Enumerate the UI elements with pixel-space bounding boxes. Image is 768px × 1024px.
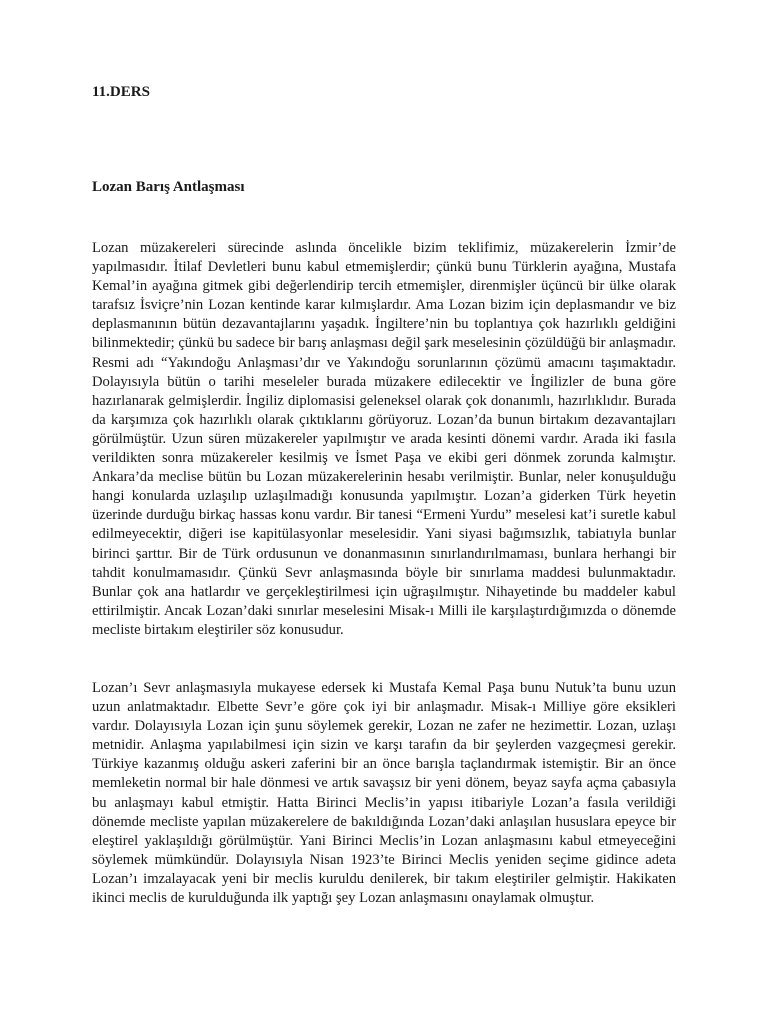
lesson-heading: 11.DERS bbox=[92, 84, 150, 100]
paragraph-2: Lozan’ı Sevr anlaşmasıyla mukayese edersek ki Mustafa Kemal Paşa bunu Nutuk’ta bunu uzun uzun anlatmaktadır. Elbette Sevr’e göre çok iyi bir anlaşmadır. Misak-ı Milliye göre eksikleri vardır. Dolayısıyla Lozan için şunu söylemek gerekir, Lozan ne zafer ne hezimettir. Lozan, uzlaşı metnidir. Anlaşma yapılabilmesi için sizin ve karşı tarafın da bir şeylerden vazgeçmesi gerekir. Türkiye kazanmış olduğu askeri zaferini bir an önce barışla taçlandırmak istemiştir. Bir an önce memleketin normal bir hale dönmesi ve artık savaşsız bir yeni dönem, beyaz sayfa açma çabasıyla bu anlaşmayı kabul etmiştir. Hatta Birinci Meclis’in yapısı itibariyle Lozan’a fasıla verildiği dönemde mecliste yapılan müzakerelere de bakıldığında Lozan’daki anlaşılan hususlara epeyce bir eleştirel yaklaşıldığı görülmüştür. Yani Birinci Meclis’in Lozan anlaşmasını kabul etmeyeceğini söylemek mümkündür. Dolayısıyla Nisan 1923’te Birinci Meclis yeniden seçime gidince adeta Lozan’ı imzalayacak yeni bir meclis kuruldu denilerek, bir takım eleştiriler gelmiştir. Hakikaten ikinci meclis de kurulduğunda ilk yaptığı şey Lozan anlaşmasını onaylamak olmuştur. bbox=[92, 680, 676, 907]
document-title: Lozan Barış Antlaşması bbox=[92, 179, 245, 195]
paragraph-1: Lozan müzakereleri sürecinde aslında öncelikle bizim teklifimiz, müzakerelerin İzmir’de yapılmasıdır. İtilaf Devletleri bunu kabul etmemişlerdir; çünkü bunu Türklerin ayağına, Mustafa Kemal’in ayağına gitmek gibi değerlendirip tercih etmemişler, direnmişler üçüncü bir ülke olarak tarafsız İsviçre’nin Lozan kentinde karar kılmışlardır. Ama Lozan bizim için deplasmandır ve biz deplasmanının bütün dezavantajlarını yaşadık. İngiltere’nin bu toplantıya çok hazırlıklı geldiğini bilinmektedir; çünkü bu sadece bir barış anlaşması değil şark meselesinin çözüldüğü bir anlaşmadır. Resmi adı “Yakındoğu Anlaşması’dır ve Yakındoğu sorunlarının çözümü amacını taşımaktadır. Dolayısıyla bütün o tarihi meseleler burada müzakere edilecektir ve İngilizler de buna göre hazırlanarak gelmişlerdir. İngiliz diplomasisi geleneksel olarak çok donanımlı, hazırlıklıdır. Burada da karşımıza çok hazırlıklı olarak çıktıklarını görüyoruz. Lozan’da bunun birtakım dezavantajları görülmüştür. Uzun süren müzakereler yapılmıştır ve arada kesinti dönemi vardır. Arada iki fasıla verildikten sonra müzakereler kesilmiş ve İsmet Paşa ve ekibi geri dönmek zorunda kalmıştır. Ankara’da meclise bütün bu Lozan müzakerelerinin hesabı verilmiştir. Bunlar, neler konuşulduğu hangi konularda uzlaşılıp uzlaşılmadığı konusunda yapılmıştır. Lozan’a giderken Türk heyetin üzerinde durduğu birkaç hassas konu vardır. Bir tanesi “Ermeni Yurdu” meselesi kat’i suretle kabul edilmeyecektir, diğeri ise kapitülasyonlar meselesidir. Yani siyasi bağımsızlık, tabiatıyla bunlar birinci şarttır. Bir de Türk ordusunun ve donanmasının sınırlandırılmaması, bunlara herhangi bir tahdit konulmamasıdır. Çünkü Sevr anlaşmasında böyle bir sınırlama maddesi bulunmaktadır. Bunlar çok ana hatlardır ve gerçekleştirilmesi için uğraşılmıştır. Nihayetinde bu maddeler kabul ettirilmiştir. Ancak Lozan’daki sınırlar meselesini Misak-ı Milli ile karşılaştırdığımızda o dönemde mecliste birtakım eleştiriler söz konusudur. bbox=[92, 240, 676, 638]
